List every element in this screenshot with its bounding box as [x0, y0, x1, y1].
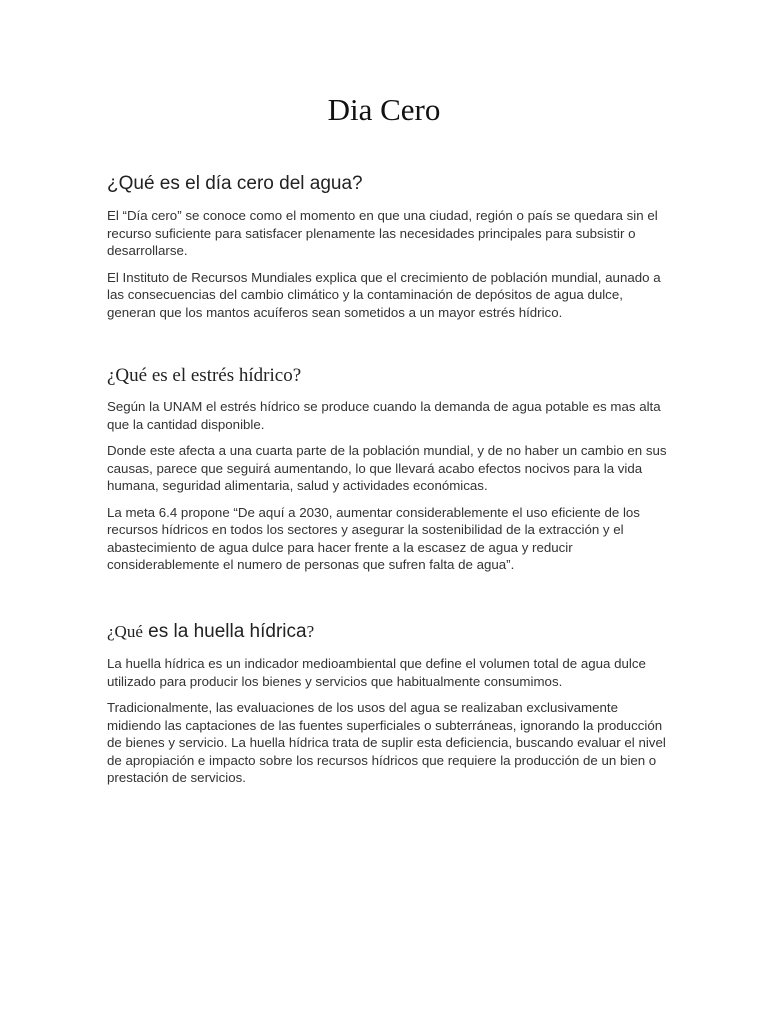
section-heading	[107, 617, 667, 644]
paragraph: Tradicionalmente, las evaluaciones de los usos del agua se realizaban exclusivamente midiendo las captaciones de las fuentes superficiales o subterráneas, ignorando la producción de bienes y servicio. La huella hídrica trata de suplir esta deficiencia, buscando evaluar el nivel de apropiación e impacto sobre los recursos hídricos que requiere la producción de un bien o prestación de servicios.	[107, 700, 666, 785]
document-title: Dia Cero	[327, 92, 441, 127]
paragraph: El Instituto de Recursos Mundiales explica que el crecimiento de población mundial, aunado a las consecuencias del cambio climático y la contaminación de depósitos de agua dulce, generan que los mantos acuíferos sean sometidos a un mayor estrés hídrico.	[107, 269, 661, 320]
section-estres-hidrico	[107, 364, 667, 574]
section-dia-cero	[107, 172, 667, 321]
paragraph: La meta 6.4 propone “De aquí a 2030, aumentar considerablemente el uso eficiente de los recursos hídricos en todos los sectores y asegurar la sostenibilidad de la extracción y el abastecimiento de agua dulce para hacer frente a la escasez de agua y reducir considerablemente el numero de personas que sufren falta de agua”.	[107, 504, 640, 572]
paragraph: Donde este afecta a una cuarta parte de la población mundial, y de no haber un cambio en sus causas, parece que seguirá aumentando, lo que llevará acabo efectos nocivos para la vida humana, seguridad alimentaria, salud y actividades económicas.	[107, 443, 667, 493]
heading-part: ?	[306, 622, 315, 641]
heading-part: ¿Qué	[107, 622, 143, 641]
paragraph: La huella hídrica es un indicador medioambiental que define el volumen total de agua dulce utilizado para producir los bienes y servicios que habitualmente consumimos.	[107, 656, 646, 689]
section-huella-hidrica	[107, 617, 667, 787]
section-heading: ¿Qué es el día cero del agua?	[107, 173, 363, 194]
heading-part: es la huella hídrica	[142, 621, 307, 642]
paragraph: El “Día cero” se conoce como el momento en que una ciudad, región o país se quedara sin el recurso suficiente para satisfacer plenamente las necesidades principales para subsistir o desarrollarse.	[107, 208, 658, 258]
paragraph: Según la UNAM el estrés hídrico se produce cuando la demanda de agua potable es mas alta que la cantidad disponible.	[107, 399, 661, 432]
section-heading: ¿Qué es el estrés hídrico?	[107, 365, 302, 386]
